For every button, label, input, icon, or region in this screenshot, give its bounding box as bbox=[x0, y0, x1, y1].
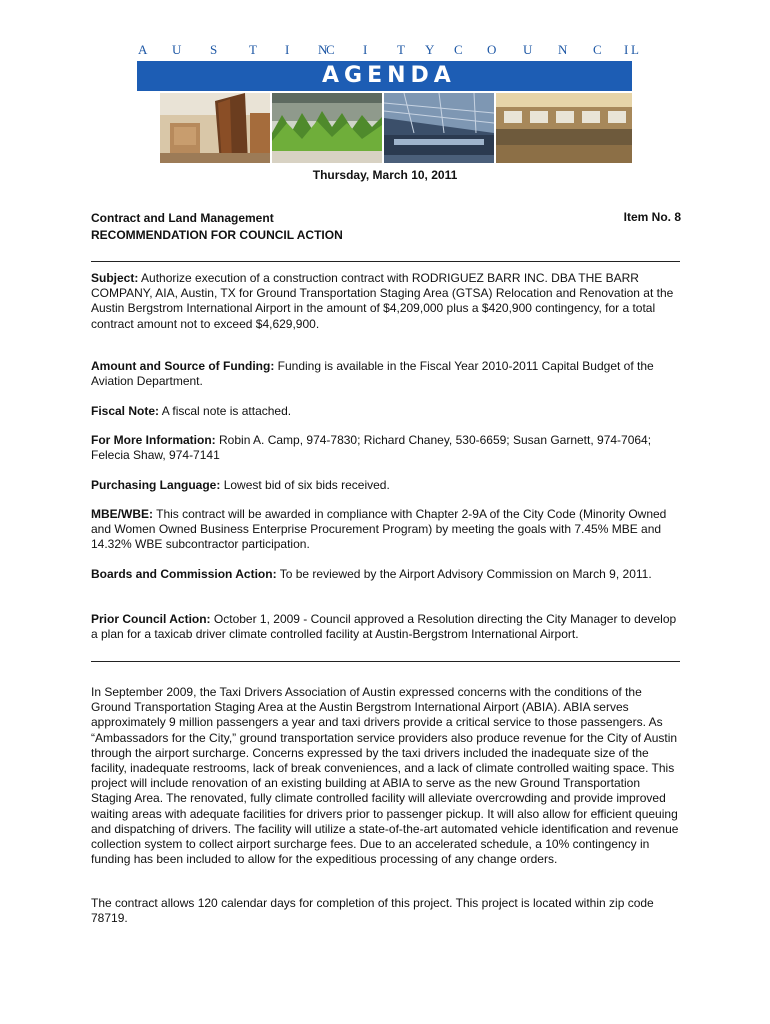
field-label: For More Information: bbox=[91, 433, 216, 447]
action-type: RECOMMENDATION FOR COUNCIL ACTION bbox=[91, 228, 343, 242]
field-text: Lowest bid of six bids received. bbox=[223, 478, 390, 492]
field-text: Robin A. Camp, 974-7830; Richard Chaney, 530-6659; Susan Garnett, 974-7064; Felecia Shaw, 974-7141 bbox=[91, 433, 652, 463]
header-letter: C bbox=[454, 42, 463, 57]
header-letter: I bbox=[285, 42, 290, 57]
header-letter: U bbox=[523, 42, 533, 57]
field-label: Amount and Source of Funding: bbox=[91, 359, 275, 373]
field-more-information bbox=[91, 433, 683, 463]
header-letter: T bbox=[397, 42, 405, 57]
photo-canopy bbox=[384, 93, 494, 163]
field-funding bbox=[91, 359, 683, 389]
field-mbe-wbe bbox=[91, 507, 683, 553]
header-letter: I bbox=[624, 42, 629, 57]
field-text: A fiscal note is attached. bbox=[161, 404, 292, 418]
header-letter: S bbox=[210, 42, 218, 57]
header-letter: I bbox=[363, 42, 368, 57]
header-letter: Y bbox=[425, 42, 435, 57]
field-label: Boards and Commission Action: bbox=[91, 567, 277, 581]
field-label: Subject: bbox=[91, 271, 139, 285]
agenda-title: AGENDA bbox=[322, 63, 456, 88]
field-fiscal-note bbox=[91, 404, 683, 419]
divider bbox=[91, 261, 680, 262]
item-number: Item No. 8 bbox=[623, 210, 681, 224]
field-text: Authorize execution of a construction contract with RODRIGUEZ BARR INC. DBA THE BARR COMPANY, AIA, Austin, TX for Ground Transportation Staging Area (GTSA) Relocation and Renovation at the Austin Bergstrom International Airport in the amount of $4,209,000 plus a $420,900 contingency, for a total contract amount not to exceed $4,629,900. bbox=[91, 271, 674, 331]
header-letter: L bbox=[631, 42, 639, 57]
header-letter: N bbox=[318, 42, 328, 57]
field-label: MBE/WBE: bbox=[91, 507, 153, 521]
field-label: Prior Council Action: bbox=[91, 612, 211, 626]
field-text: October 1, 2009 - Council approved a Resolution directing the City Manager to develop a plan for a taxicab driver climate controlled facility at Austin-Bergstrom International Airport. bbox=[91, 612, 677, 642]
divider bbox=[91, 661, 680, 662]
field-boards-commission bbox=[91, 567, 683, 582]
section-heading bbox=[91, 210, 343, 244]
photo-planters bbox=[272, 93, 382, 163]
header-letter: C bbox=[326, 42, 335, 57]
field-text: Funding is available in the Fiscal Year 2010-2011 Capital Budget of the Aviation Department. bbox=[91, 359, 654, 389]
field-subject bbox=[91, 271, 683, 332]
department-name: Contract and Land Management bbox=[91, 211, 274, 225]
meeting-date: Thursday, March 10, 2011 bbox=[312, 168, 458, 182]
body-paragraph: The contract allows 120 calendar days for completion of this project. This project is located within zip code 78719. bbox=[91, 896, 654, 926]
header-letter: C bbox=[593, 42, 602, 57]
photo-sculpture bbox=[160, 93, 270, 163]
body-paragraph: In September 2009, the Taxi Drivers Association of Austin expressed concerns with the conditions of the Ground Transportation Staging Area at the Austin Bergstrom International Airport (ABIA). ABIA serves approximately 9 million passengers a year and taxi drivers provide a critical service to those passengers. As “Ambassadors for the City,” ground transportation service providers also produce revenue for the City of Austin through the airport surcharge. Concerns expressed by the taxi drivers included the inadequate size of the facility, inadequate restrooms, lack of break conveniences, and a lack of climate controlled waiting space. This project will include renovation of an existing building at ABIA to serve as the new Ground Transportation Staging Area. The renovated, fully climate controlled facility will alleviate overcrowding and provide improved waiting areas with adequate facilities for drivers prior to passenger pickup. It will also allow for efficient queuing and dispatching of drivers. The facility will utilize a state-of-the-art automated vehicle identification and revenue collection system to collect airport surcharge fees. Due to an accelerated schedule, a 10% contingency in funding has been included to allow for the expeditious processing of any change orders. bbox=[91, 685, 679, 867]
header-letter: U bbox=[172, 42, 182, 57]
header-letter: O bbox=[487, 42, 497, 57]
photo-control-room bbox=[496, 93, 632, 163]
header-letter: A bbox=[138, 42, 148, 57]
header-letter: T bbox=[249, 42, 257, 57]
header-letter: N bbox=[558, 42, 568, 57]
field-prior-council-action bbox=[91, 612, 683, 642]
field-label: Fiscal Note: bbox=[91, 404, 160, 418]
field-text: To be reviewed by the Airport Advisory Commission on March 9, 2011. bbox=[279, 567, 652, 581]
field-label: Purchasing Language: bbox=[91, 478, 221, 492]
field-purchasing-language bbox=[91, 478, 683, 493]
council-header-letters bbox=[138, 42, 638, 58]
field-text: This contract will be awarded in compliance with Chapter 2-9A of the City Code (Minority Owned and Women Owned Business Enterprise Procurement Program) by meeting the goals with 7.45% MBE and 14.32% WBE subcontractor participation. bbox=[91, 507, 667, 552]
